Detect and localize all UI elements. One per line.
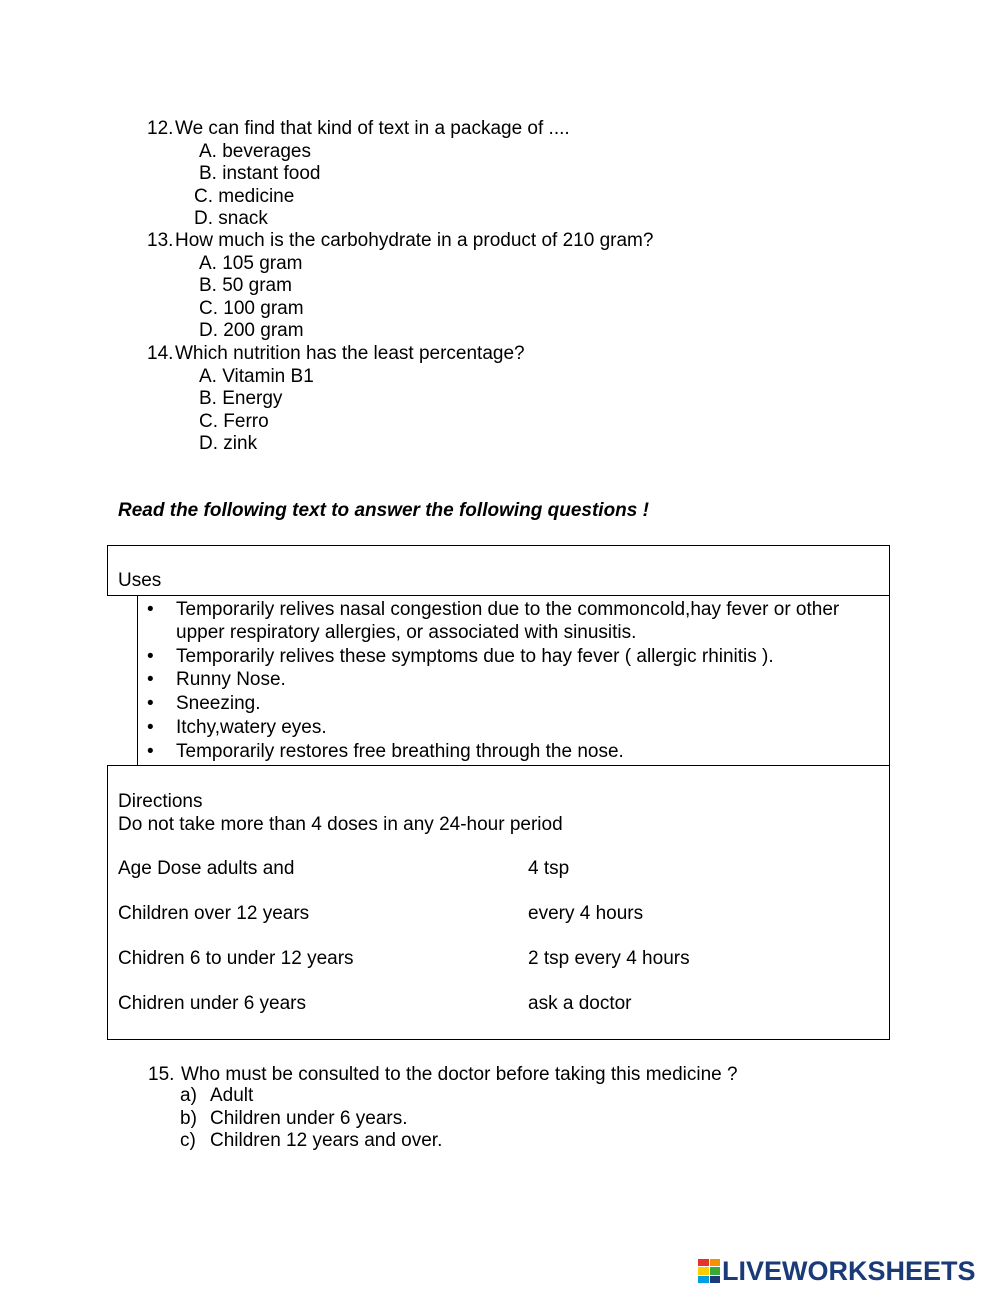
option-label: b) <box>180 1108 197 1129</box>
liveworksheets-logo <box>698 1256 976 1286</box>
option[interactable]: D. 200 gram <box>199 320 304 341</box>
option[interactable]: D. zink <box>199 433 258 454</box>
logo-mark-icon <box>698 1259 720 1283</box>
bullet-icon: • <box>147 669 154 690</box>
option[interactable]: C. medicine <box>194 186 295 207</box>
option[interactable] <box>180 1108 408 1130</box>
directions-heading: Directions <box>118 791 203 812</box>
option[interactable] <box>180 1085 253 1107</box>
option[interactable]: C. 100 gram <box>199 298 304 319</box>
uses-item: Temporarily relives these symptoms due to hay fever ( allergic rhinitis ). <box>176 646 774 667</box>
question-13 <box>147 230 653 252</box>
question-number: 15. <box>148 1064 175 1085</box>
bullet-icon: • <box>147 693 154 714</box>
option-label: c) <box>180 1130 196 1151</box>
option-text: Children 12 years and over. <box>210 1130 443 1151</box>
bullet-icon: • <box>147 717 154 738</box>
question-number: 13. <box>147 230 174 251</box>
dosage-age: Age Dose adults and <box>118 858 295 879</box>
question-number: 14. <box>147 343 174 364</box>
option[interactable]: B. instant food <box>199 163 321 184</box>
option-label: a) <box>180 1085 197 1106</box>
uses-item: Temporarily relives nasal congestion due to the commoncold,hay fever or other <box>176 599 840 620</box>
question-text: Which nutrition has the least percentage? <box>175 343 525 364</box>
option[interactable]: B. Energy <box>199 388 283 409</box>
option[interactable] <box>180 1130 442 1152</box>
dosage-amount: 4 tsp <box>528 858 570 879</box>
option[interactable]: A. 105 gram <box>199 253 303 274</box>
question-12 <box>147 118 570 140</box>
option[interactable]: C. Ferro <box>199 411 269 432</box>
question-14 <box>147 343 525 365</box>
option-text: Children under 6 years. <box>210 1108 408 1129</box>
uses-heading: Uses <box>118 570 162 591</box>
logo-text: LIVEWORKSHEETS <box>722 1255 976 1286</box>
bullet-icon: • <box>147 599 154 620</box>
uses-item: Temporarily restores free breathing through the nose. <box>176 741 624 762</box>
dosage-age: Chidren under 6 years <box>118 993 306 1014</box>
bullet-icon: • <box>147 741 154 762</box>
question-text: We can find that kind of text in a package of .... <box>175 118 570 139</box>
option[interactable]: D. snack <box>194 208 268 229</box>
bullet-icon: • <box>147 646 154 667</box>
dosage-amount: ask a doctor <box>528 993 632 1014</box>
dosage-age: Children over 12 years <box>118 903 310 924</box>
question-number: 12. <box>147 118 174 139</box>
option[interactable]: A. Vitamin B1 <box>199 366 314 387</box>
question-15 <box>148 1064 738 1086</box>
option[interactable]: A. beverages <box>199 141 311 162</box>
question-text: Who must be consulted to the doctor before taking this medicine ? <box>181 1064 738 1085</box>
uses-item: Runny Nose. <box>176 669 286 690</box>
question-text: How much is the carbohydrate in a product of 210 gram? <box>175 230 654 251</box>
option[interactable]: B. 50 gram <box>199 275 292 296</box>
directions-note: Do not take more than 4 doses in any 24-hour period <box>118 814 563 835</box>
uses-item: Itchy,watery eyes. <box>176 717 327 738</box>
dosage-amount: every 4 hours <box>528 903 644 924</box>
instruction-heading: Read the following text to answer the following questions ! <box>118 500 649 521</box>
dosage-amount: 2 tsp every 4 hours <box>528 948 690 969</box>
option-text: Adult <box>210 1085 254 1106</box>
uses-box <box>107 545 890 596</box>
dosage-age: Chidren 6 to under 12 years <box>118 948 354 969</box>
uses-item: upper respiratory allergies, or associated with sinusitis. <box>176 622 637 643</box>
uses-item: Sneezing. <box>176 693 261 714</box>
